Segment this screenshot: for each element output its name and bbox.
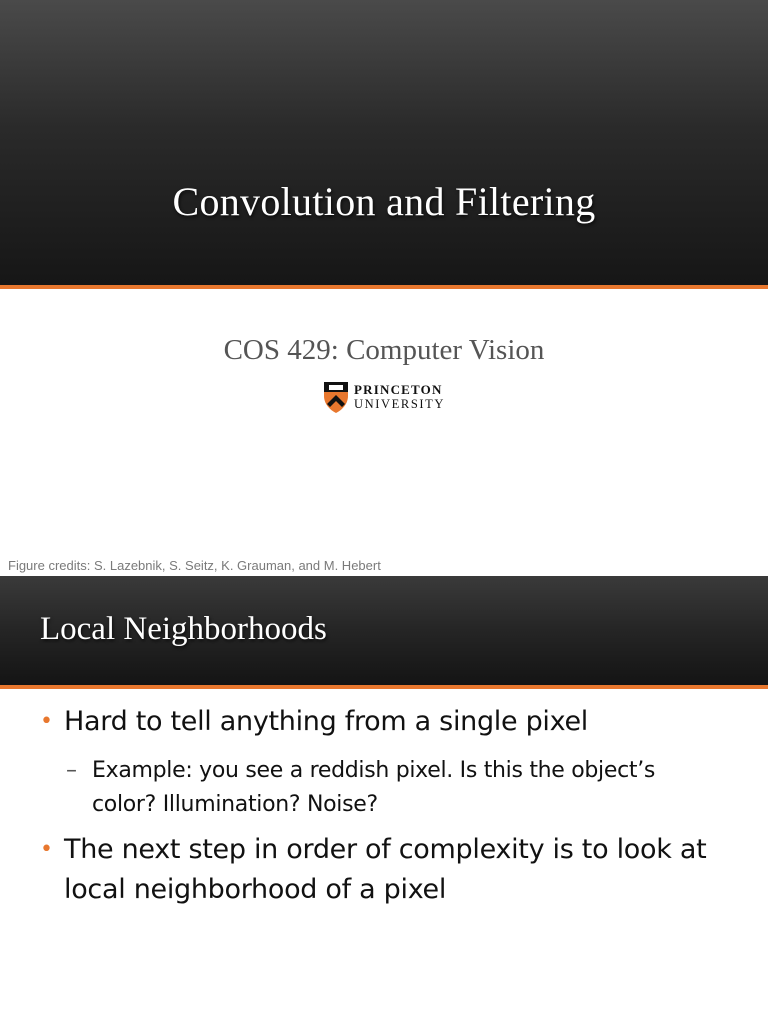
bullet-text: The next step in order of complexity is to look at local neighborhood of a pixel — [64, 834, 707, 905]
accent-rule — [0, 685, 768, 689]
slide-heading: Local Neighborhoods — [40, 611, 327, 647]
bullet-marker: • — [40, 709, 53, 734]
logo-wordmark — [354, 383, 445, 411]
sub-bullet-text: Example: you see a reddish pixel. Is this the object’s color? Illumination? Noise? — [92, 758, 656, 817]
bullet-item — [40, 702, 724, 742]
slide-title: Convolution and Filtering — [172, 179, 596, 224]
princeton-logo — [323, 380, 453, 414]
bullet-item — [40, 830, 724, 910]
sub-bullet-marker: – — [66, 758, 77, 783]
title-band — [0, 0, 768, 285]
sub-bullet-item — [66, 754, 712, 822]
bullet-marker: • — [40, 837, 53, 862]
princeton-shield-icon — [323, 380, 349, 414]
logo-line-university: UNIVERSITY — [354, 397, 445, 411]
content-slide — [0, 576, 768, 1024]
logo-line-princeton: PRINCETON — [354, 382, 443, 397]
course-subtitle: COS 429: Computer Vision — [223, 334, 545, 366]
bullet-text: Hard to tell anything from a single pixel — [64, 706, 588, 737]
figure-credits: Figure credits: S. Lazebnik, S. Seitz, K. Grauman, and M. Hebert — [8, 558, 381, 573]
accent-rule — [0, 285, 768, 289]
